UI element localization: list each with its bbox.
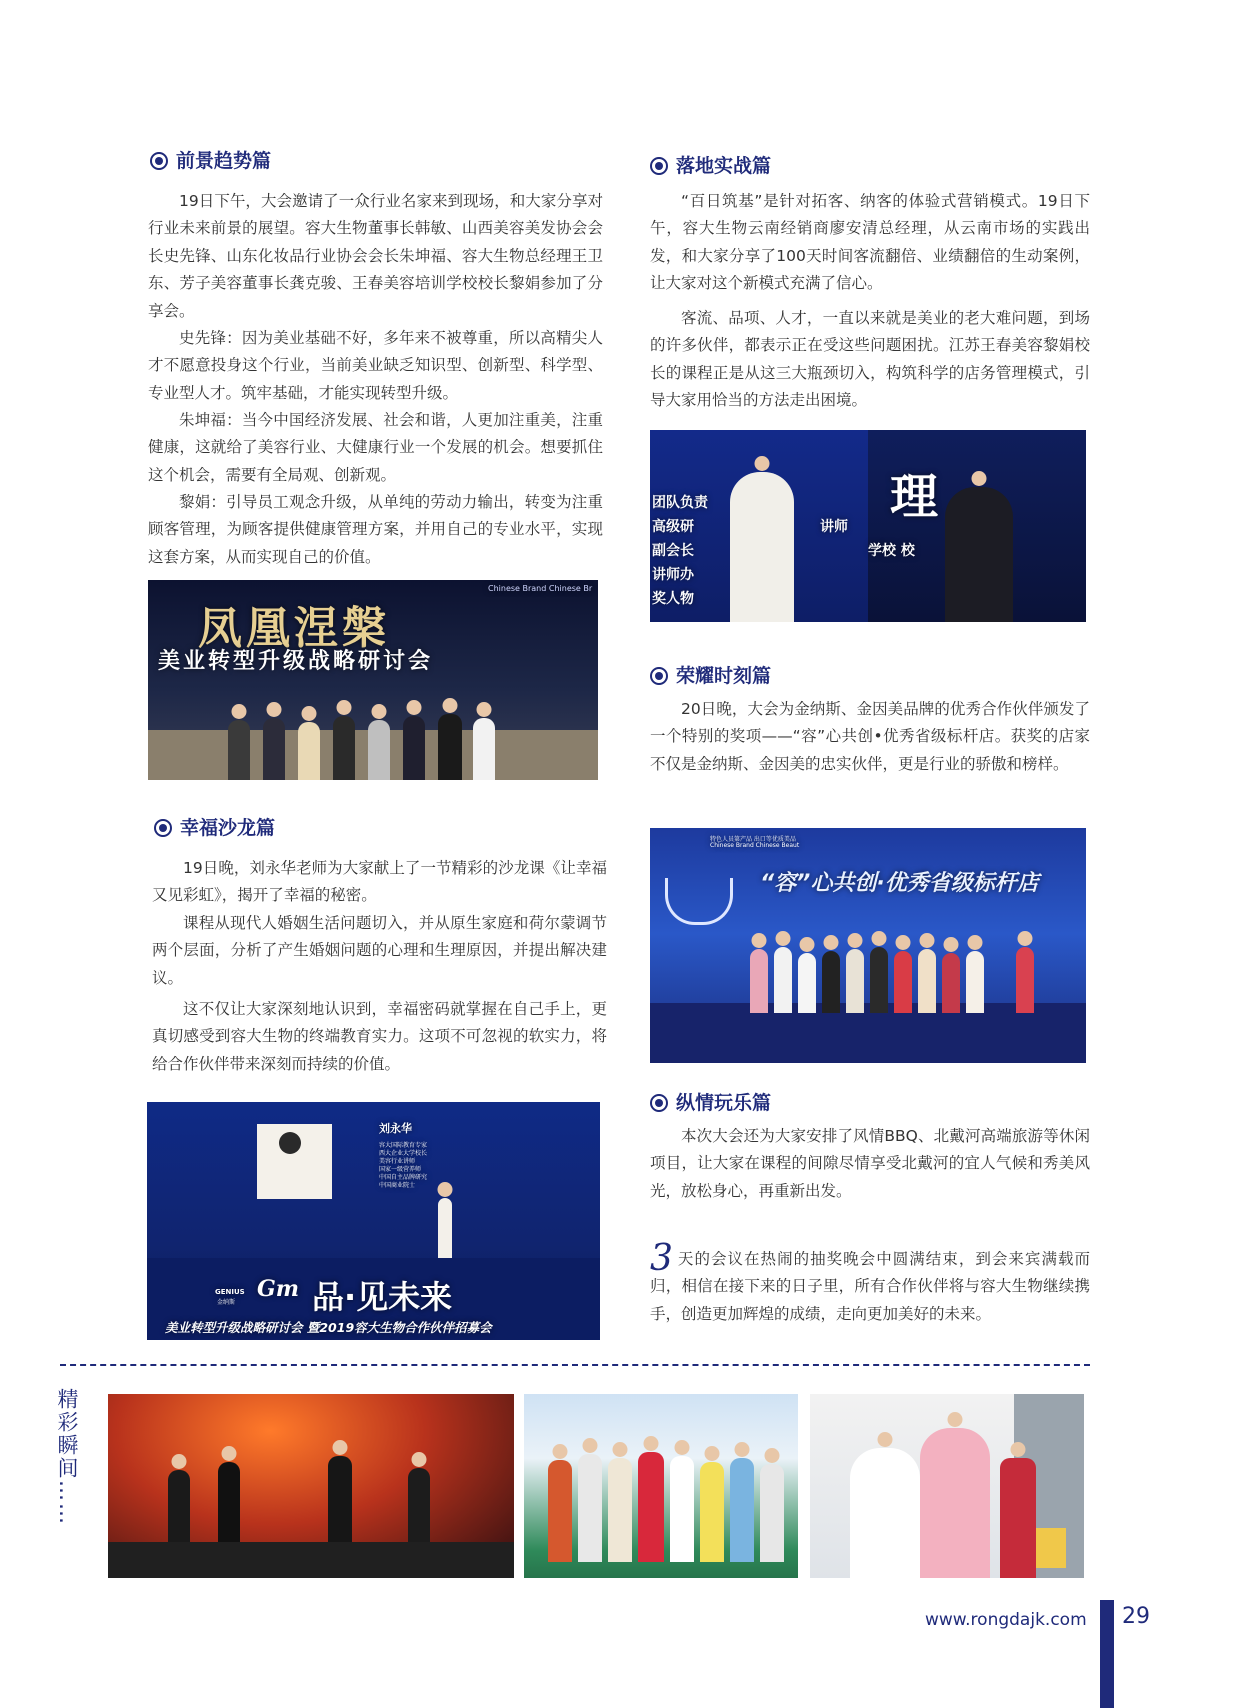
awardee-figure — [894, 951, 912, 1013]
dashed-divider — [60, 1364, 1090, 1366]
tourist-figure — [760, 1464, 784, 1562]
moments-label: 精彩瞬间…… — [55, 1388, 79, 1526]
prospects-paragraph-2: 史先锋：因为美业基础不好，多年来不被尊重，所以高精尖人才不愿意投身这个行业，当前美业缺乏知识型、创新型、科学型、专业型人才。筑牢基础，才能实现转型升级。 — [148, 329, 603, 402]
bullseye-icon — [150, 152, 168, 170]
awardee-figure — [1016, 947, 1034, 1013]
closing-lead-numeral: 3 — [650, 1238, 673, 1279]
tourist-figure — [638, 1452, 664, 1562]
musician-figure — [328, 1456, 352, 1542]
band-photo — [108, 1394, 514, 1578]
bbq-photo — [810, 1394, 1084, 1578]
stage-floor — [108, 1542, 514, 1578]
musician-figure — [218, 1462, 240, 1542]
speakers-photo: 理 团队负责 高级研 副会长 讲师办 奖人物 讲师 学校 校 — [650, 430, 1086, 622]
musician-figure — [408, 1468, 430, 1542]
honor-paragraph-1: 20日晚，大会为金纳斯、金因美品牌的优秀合作伙伴颁发了一个特别的奖项——“容”心共创•优秀省级标杆店。获奖的店家不仅是金纳斯、金因美的忠实伙伴，更是行业的骄傲和榜样。 — [650, 700, 1090, 773]
speaker-figure — [438, 1198, 452, 1258]
bullseye-icon — [154, 819, 172, 837]
guest-figure — [920, 1428, 990, 1578]
guest-figure — [1000, 1458, 1036, 1578]
section-title-honor: 荣耀时刻篇 — [650, 663, 771, 689]
group-photo — [524, 1394, 798, 1578]
person-figure — [228, 720, 250, 780]
person-figure — [298, 722, 320, 780]
person-figure — [403, 716, 425, 780]
leisure-paragraph-1: 本次大会还为大家安排了风情BBQ、北戴河高端旅游等休闲项目，让大家在课程的间隙尽情享受北戴河的宜人气候和秀美风光，放松身心，再重新出发。 — [650, 1127, 1090, 1200]
prospects-paragraph-1: 19日下午，大会邀请了一众行业名家来到现场，和大家分享对行业未来前景的展望。容大生物董事长韩敏、山西美容美发协会会长史先锋、山东化妆品行业协会会长朱坤福、容大生物总经理王卫东、芳子美容董事长龚克骏、王春美容培训学校校长黎娟参加了分享会。 — [148, 192, 603, 320]
landing-paragraph-1: “百日筑基”是针对拓客、纳客的体验式营销模式。19日下午，容大生物云南经销商廖安清总经理，从云南市场的实践出发，和大家分享了100天时间客流翻倍、业绩翻倍的生动案例，让大家对这个新模式充满了信心。 — [650, 192, 1090, 293]
closing-paragraph: 3 天的会议在热闹的抽奖晚会中圆满结束，到会来宾满载而归，相信在接下来的日子里，所有合作伙伴将与容大生物继续携手，创造更加辉煌的成绩，走向更加美好的未来。 — [650, 1238, 1090, 1323]
tourist-figure — [578, 1454, 602, 1562]
awardee-figure — [822, 951, 840, 1013]
happiness-paragraph-1: 19日晚，刘永华老师为大家献上了一节精彩的沙龙课《让幸福又见彩虹》，揭开了幸福的秘密。 — [152, 859, 607, 905]
happiness-paragraph-3: 这不仅让大家深刻地认识到，幸福密码就掌握在自己手上，更真切感受到容大生物的终端教育实力。这项不可忽视的软实力，将给合作伙伴带来深刻而持续的价值。 — [152, 1000, 607, 1073]
person-figure — [473, 718, 495, 780]
awardee-figure — [942, 953, 960, 1013]
bullseye-icon — [650, 157, 668, 175]
tourist-figure — [548, 1460, 572, 1562]
tourist-figure — [670, 1456, 694, 1562]
section-title-happiness: 幸福沙龙篇 — [154, 815, 275, 841]
bullseye-icon — [650, 1094, 668, 1112]
awardee-figure — [870, 947, 888, 1013]
awardee-figure — [846, 949, 864, 1013]
tourist-figure — [730, 1458, 754, 1562]
salon-photo: 刘永华 容大国际教育专家 西大企业大学校长 美容行业讲师 国家一级营养师 中国自主品牌研究 中国商业院士 GENIUS 金纳斯 Gm 品·见未来 美业转型升级战略研讨会 暨2019容大生物合作伙伴招募会 — [147, 1102, 600, 1340]
page-number-bar — [1100, 1600, 1114, 1708]
awardee-figure — [966, 951, 984, 1013]
speaker-figure-left — [730, 472, 794, 622]
summit-photo: Chinese Brand Chinese Br 凤凰涅槃 美业转型升级战略研讨会 — [148, 580, 598, 780]
bullseye-icon — [650, 667, 668, 685]
trophy-icon — [665, 878, 733, 925]
section-title-prospects: 前景趋势篇 — [150, 148, 271, 174]
person-figure — [263, 718, 285, 780]
awardee-figure — [798, 953, 816, 1013]
guest-figure — [850, 1448, 920, 1578]
flower-vase — [1036, 1528, 1066, 1568]
page-number: 29 — [1122, 1604, 1150, 1629]
person-figure — [368, 720, 390, 780]
website-url[interactable]: www.rongdajk.com — [925, 1610, 1087, 1630]
section-title-landing: 落地实战篇 — [650, 153, 771, 179]
landing-paragraph-2: 客流、品项、人才，一直以来就是美业的老大难问题，到场的许多伙伴，都表示正在受这些问题困扰。江苏王春美容黎娟校长的课程正是从这三大瓶颈切入，构筑科学的店务管理模式，引导大家用恰当的方法走出困境。 — [650, 309, 1090, 410]
musician-figure — [168, 1470, 190, 1542]
award-photo: 特色人员第产品 出口等优质美品 Chinese Brand Chinese Beaut “容”心共创·优秀省级标杆店 — [650, 828, 1086, 1063]
person-figure — [438, 714, 462, 780]
awardee-figure — [750, 949, 768, 1013]
happiness-paragraph-2: 课程从现代人婚姻生活问题切入，并从原生家庭和荷尔蒙调节两个层面，分析了产生婚姻问题的心理和生理原因，并提出解决建议。 — [152, 914, 607, 987]
speaker-figure-right — [945, 487, 1013, 622]
tourist-figure — [700, 1462, 724, 1562]
prospects-paragraph-4: 黎娟：引导员工观念升级，从单纯的劳动力输出，转变为注重顾客管理，为顾客提供健康管理方案，并用自己的专业水平，实现这套方案，从而实现自己的价值。 — [148, 493, 603, 566]
tourist-figure — [608, 1458, 632, 1562]
portrait-head — [279, 1132, 301, 1154]
section-title-leisure: 纵情玩乐篇 — [650, 1090, 771, 1116]
person-figure — [333, 716, 355, 780]
awardee-figure — [918, 949, 936, 1013]
awardee-figure — [774, 947, 792, 1013]
prospects-paragraph-3: 朱坤福：当今中国经济发展、社会和谐，人更加注重美，注重健康，这就给了美容行业、大健康行业一个发展的机会。想要抓住这个机会，需要有全局观、创新观。 — [148, 411, 603, 484]
